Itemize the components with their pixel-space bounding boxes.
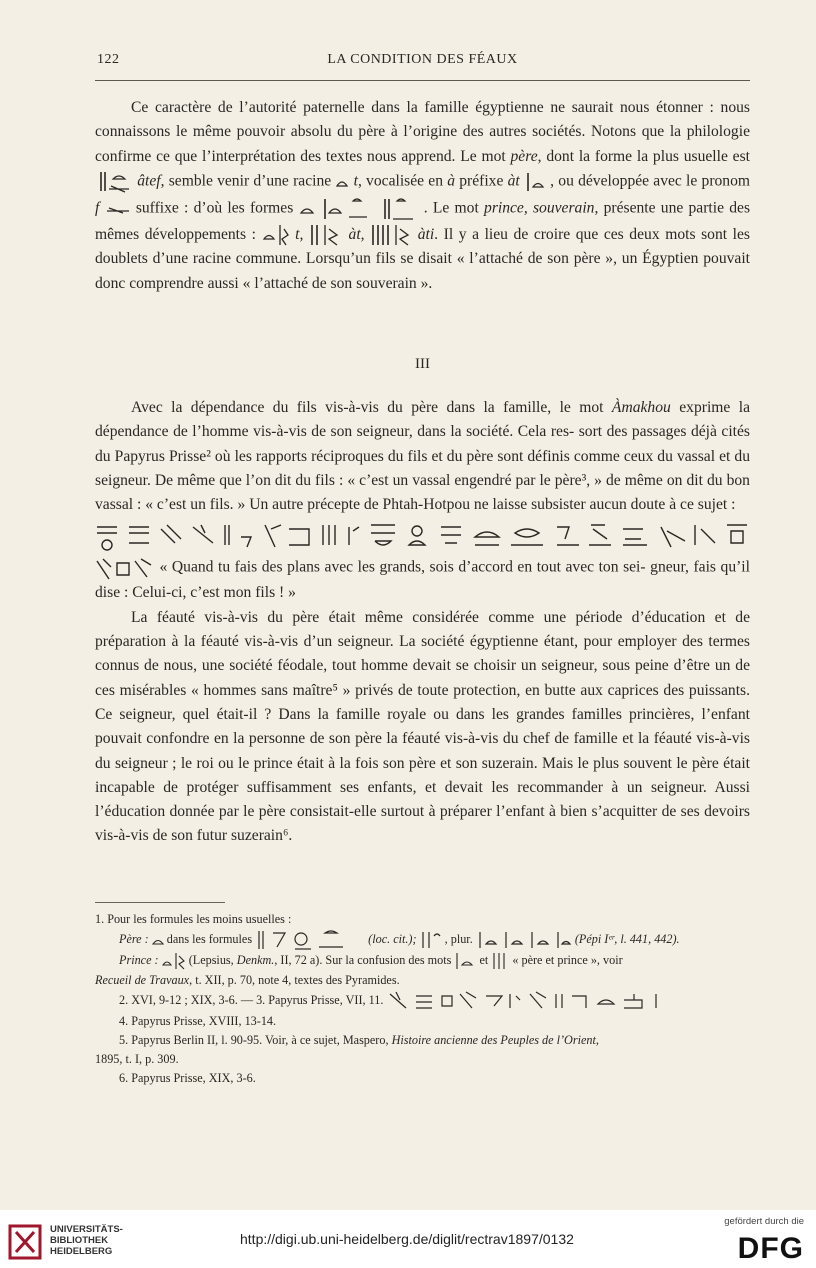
header-rule: [95, 80, 750, 81]
hieroglyph-bread-icon: [335, 175, 349, 189]
page-header: [95, 52, 750, 74]
paragraph-amakhou: Avec la dépendance du fils vis-à-vis du père dans la famille, le mot Àmakhou exprime la dépendance de l’homme vis-à-vis de son seigneur, dans la société. Cela res- sort des passages déjà cités du Papyrus Prisse² où les rapports réciproques du fils et du père sont définis comme ceux du vassal et du seigneur. De même que l’on dit du fils : « c’est un vassal engendré par le père³, » de même on dit du bon vassal : « c’est un fils. » Un autre précepte de Phtah-Hotpou ne laisse subsister aucun doute à ce sujet : « Quand tu fais des plans avec les grands, sois d’accord en tout avec ton sei- gneur, fais qu’il dise : Celui-ci, c’est mon fils ! » La féauté vis-à-vis du père était même considérée comme une période d’éducation et de préparation à la féauté vis-à-vis d’un seigneur. La société égyptienne étant, pour employer des termes connus de nous, une société féodale, tout homme devait se choisir un seigneur, sous peine d’être un de ces misérables « hommes sans maître⁵ » privés de toute protection, en butte aux caprices des puissants. Ce seigneur, quel était-il ? Dans la famille royale ou dans les grandes familles princières, l’enfant pouvait confondre en la personne de son père la féauté vis-à-vis du chef de famille et la féauté vis-à-vis du seigneur ; le roi ou le prince était à la fois son père et son suzerain. Mais le plus souvent le père était incapable de protéger suffisamment ses enfants, et devait les recommander à un seigneur. Aussi l’éducation donnée par le père consistait-elle surtout à préparer l’enfant à bien s’acquitter de ses devoirs vis-à-vis de son futur suzerain⁶.: [95, 399, 751, 845]
dfg-logo[interactable]: DFG: [737, 1232, 804, 1265]
footnote-1: 1. Pour les formules les moins usuelles :: [95, 912, 292, 926]
footnote-6: 6. Papyrus Prisse, XIX, 3-6.: [119, 1071, 256, 1086]
hieroglyph-at-small-icon: [454, 951, 476, 971]
footnote-2-3: 2. XVI, 9-12 ; XIX, 3-6. — 3. Papyrus Prisse, VII, 11.: [95, 990, 750, 1012]
hieroglyph-prince-at-icon: [309, 223, 343, 247]
library-logo[interactable]: [8, 1222, 148, 1264]
footnote-5-cont: 1895, t. I, p. 309.: [95, 1052, 179, 1067]
hieroglyph-atef-icon: [95, 169, 133, 195]
digitization-footer: [0, 1210, 816, 1268]
permalink-url[interactable]: http://digi.ub.uni-heidelberg.de/diglit/rectrav1897/0132: [240, 1231, 574, 1247]
hieroglyph-bread-small-icon: [152, 934, 164, 946]
paragraph-feaute: La féauté vis-à-vis du père était même considérée comme une période d’éducation et de préparation à la féauté vis-à-vis d’un seigneur. La société égyptienne étant, pour employer des termes connus de nous, une société féodale, tout homme devait se choisir un seigneur, sous peine d’être un de ces misérables « hommes sans maître⁵ » privés de toute protection, en butte aux caprices des puissants. Ce seigneur, quel était-il ? Dans la famille royale ou dans les grandes familles princières, l’enfant pouvait confondre en la personne de son père la féauté vis-à-vis du chef de famille et la féauté vis-à-vis du seigneur ; le roi ou le prince était à la fois son père et son suzerain. Mais le plus souvent le père était incapable de protéger suffisamment ses enfants, et devait les recommander à un seigneur. Aussi l’éducation donnée par le père consistait-elle surtout à préparer l’enfant à bien s’acquitter de ses devoirs vis-à-vis de son futur suzerain⁶.: [95, 608, 750, 845]
running-title: LA CONDITION DES FÉAUX: [327, 52, 518, 67]
footnote-rule: [95, 902, 225, 903]
hieroglyph-ati-small-icon: [491, 951, 509, 971]
hieroglyph-viper-icon: [105, 203, 131, 215]
hieroglyph-prince-small-icon: [162, 951, 186, 971]
library-name-line2: BIBLIOTHEK: [50, 1235, 109, 1246]
footnote-4: 4. Papyrus Prisse, XVIII, 13-14.: [119, 1014, 277, 1029]
hieroglyph-plural-forms-icon: [476, 930, 572, 950]
section-number: III: [415, 356, 430, 372]
hieroglyph-forms-icon: [299, 195, 419, 223]
footnote-1-pere: Père : dans les formules (loc. cit.); , plur. (Pépi Iᵉʳ, l. 441, 442).: [95, 929, 750, 951]
page-number: 122: [97, 52, 120, 67]
hieroglyph-prince-ati-icon: [370, 223, 412, 247]
footnote-1-prince: Prince : (Lepsius, Denkm., II, 72 a). Sur la confusion des mots et « père et prince », voir: [95, 951, 750, 971]
hieroglyph-formula-icon: [255, 929, 365, 951]
ub-heidelberg-logo-icon: [8, 1224, 42, 1260]
funded-by-label: gefördert durch die: [724, 1216, 804, 1227]
hieroglyph-plural-icon: [420, 930, 442, 950]
footnote-5: 5. Papyrus Berlin II, l. 90-95. Voir, à ce sujet, Maspero, Histoire ancienne des Peuples de l’Orient,: [119, 1033, 599, 1048]
footnotes: [95, 910, 750, 1088]
hieroglyph-seigneur-fils-icon: [95, 555, 155, 581]
paragraph-paternal-authority: Ce caractère de l’autorité paternelle dans la famille égyptienne ne saurait nous étonner : nous connaissons le même pouvoir absolu du père à l’origine des autres sociétés. Notons que la philologie confirme ce que l’interprétation des textes nous apprend. Le mot père, dont la forme la plus usuelle est âtef, semble venir d’une racine t, vocalisée en à préfixe àt , ou développée avec le pronom f suffixe : d’où les formes . Le mot prince, souverain, présente une partie des mêmes développements : t, àt, àti. Il y a lieu de croire que ces deux mots sont les doublets d’une racine commune. Lorsqu’un fils se disait « l’attaché de son père », un Égyptien pouvait donc comprendre aussi « l’attaché de son souverain ».: [95, 99, 751, 292]
library-name-line1: UNIVERSITÄTS-: [50, 1224, 123, 1235]
library-name-line3: HEIDELBERG: [50, 1246, 113, 1257]
hieroglyph-prince-icon: [262, 223, 290, 247]
hieroglyphic-quotation-icon: [95, 519, 750, 553]
hieroglyph-footnote-3-icon: [386, 990, 676, 1012]
footnote-1-recueil: Recueil de Travaux, t. XII, p. 70, note 4, textes des Pyramides.: [95, 973, 400, 988]
hieroglyph-reed-bread-icon: [524, 171, 546, 193]
